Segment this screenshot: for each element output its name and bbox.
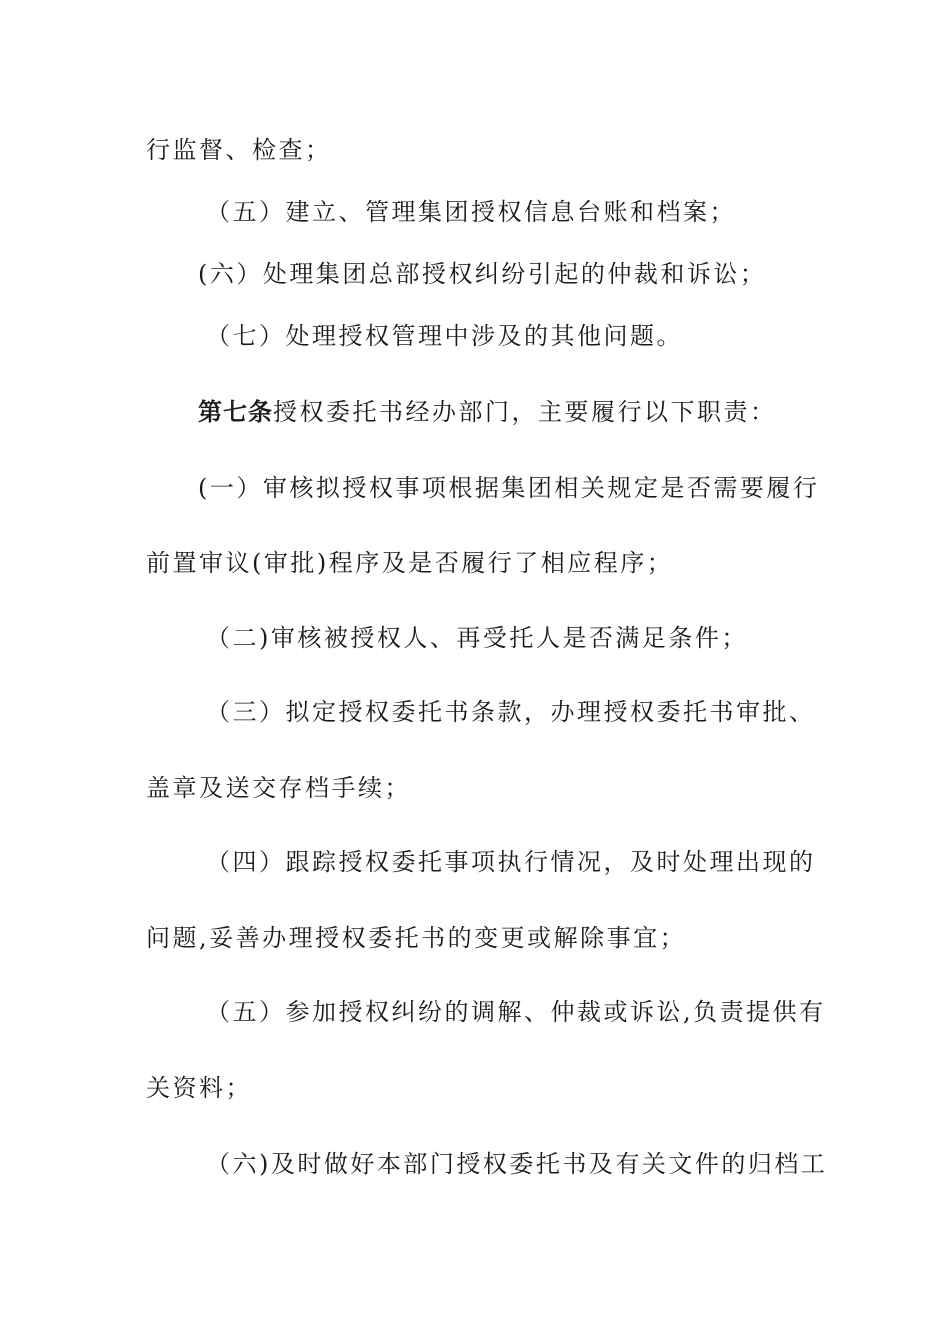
text-line-12: 问题,妥善办理授权委托书的变更或解除事宜； [146,924,687,952]
text-line-7: 前置审议(审批)程序及是否履行了相应程序； [146,549,674,577]
article-7-text: 授权委托书经办部门，主要履行以下职责： [273,398,777,426]
text-line-15: （六)及时做好本部门授权委托书及有关文件的归档工 [206,1150,828,1178]
text-line-3: (六）处理集团总部授权纠纷引起的仲裁和诉讼； [198,260,767,288]
text-line-10: 盖章及送交存档手续； [146,774,411,802]
text-line-6: (一）审核拟授权事项根据集团相关规定是否需要履行 [198,474,820,502]
text-line-4: （七）处理授权管理中涉及的其他问题。 [206,322,683,350]
text-line-13: （五）参加授权纠纷的调解、仲裁或诉讼,负责提供有 [206,998,826,1026]
text-line-9: （三）拟定授权委托书条款，办理授权委托书审批、 [206,698,816,726]
text-line-8: （二)审核被授权人、再受托人是否满足条件； [206,624,748,652]
article-heading: 第七条 [198,398,273,426]
text-line-14: 关资料； [146,1074,252,1102]
article-7-paragraph [198,396,858,428]
text-line-2: （五）建立、管理集团授权信息台账和档案； [206,198,736,226]
text-line-1: 行监督、检查； [146,136,332,164]
text-line-11: （四）跟踪授权委托事项执行情况，及时处理出现的 [206,848,816,876]
